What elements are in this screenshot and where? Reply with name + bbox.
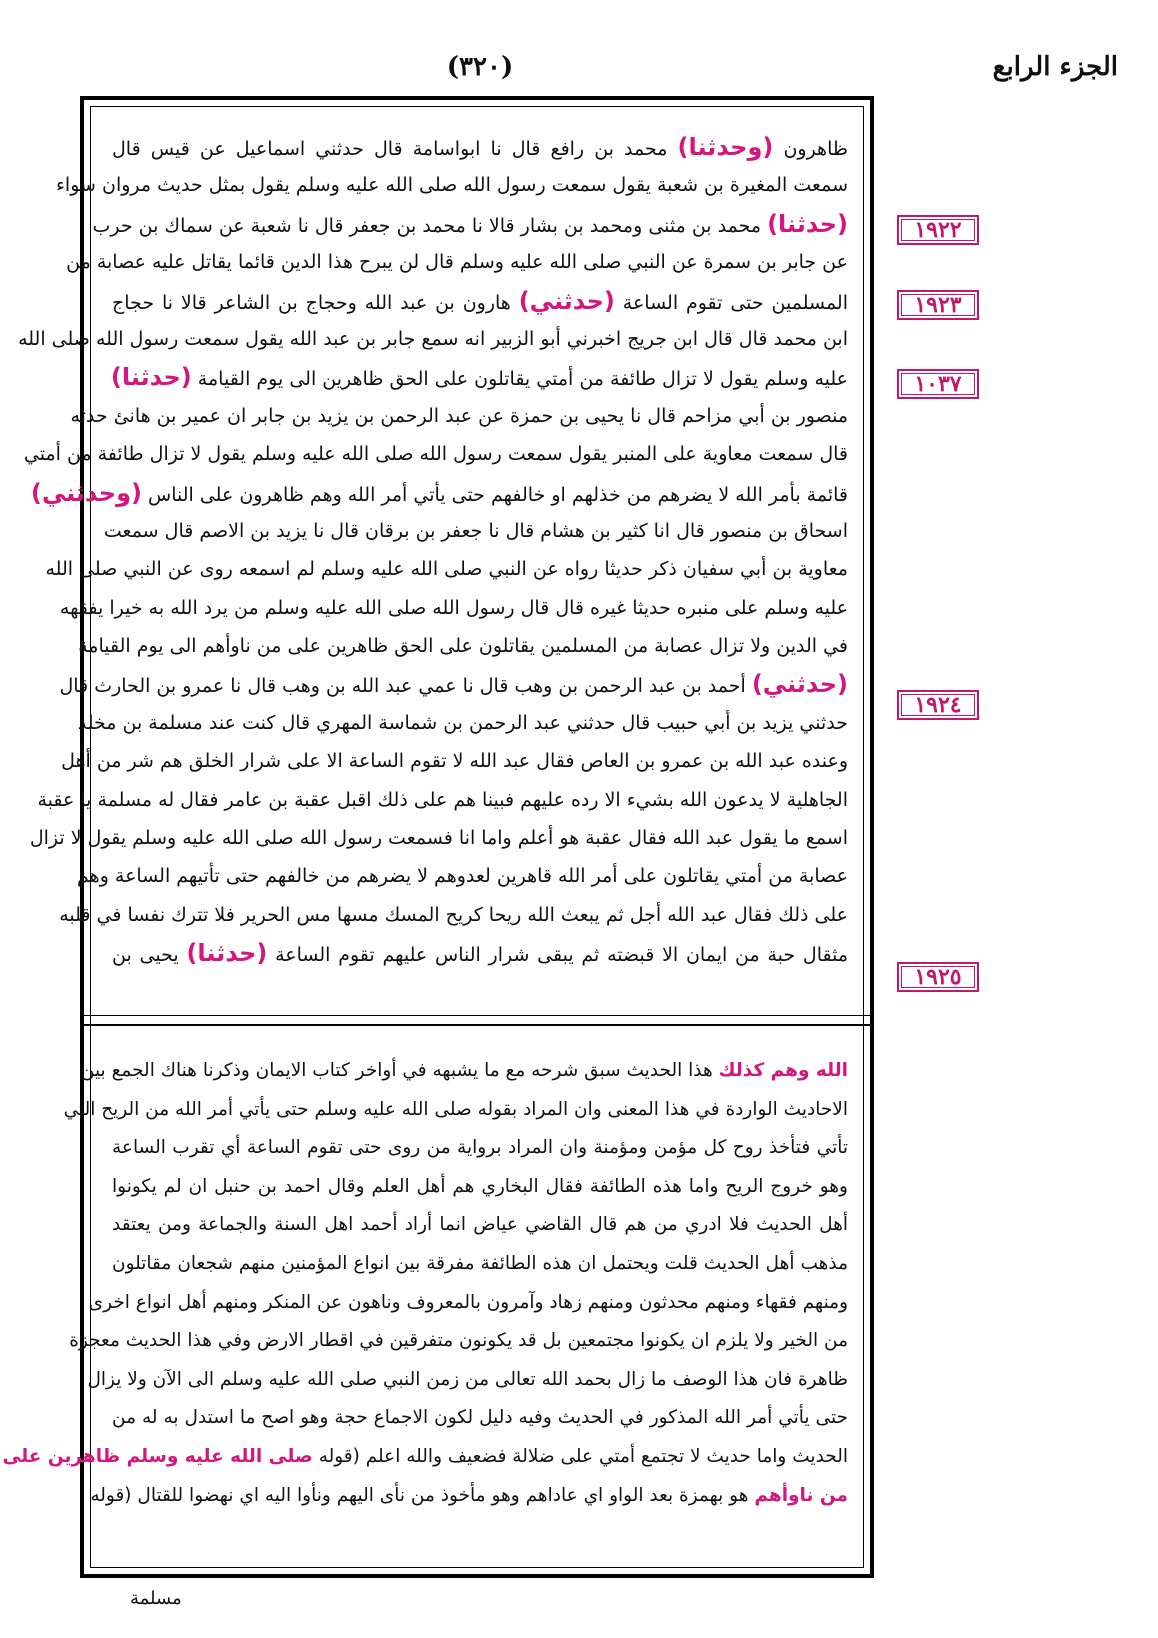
page-number: (٣٢٠) bbox=[446, 52, 514, 82]
hadith-line bbox=[77, 857, 848, 895]
commentary-line bbox=[112, 1206, 848, 1245]
text-segment: المسلمين حتى تقوم الساعة bbox=[614, 291, 848, 314]
hadith-line bbox=[18, 320, 848, 358]
text-segment: عصابة من أمتي يقاتلون على أمر الله قاهرين لعدوهم لا يضرهم من خالفهم حتى تأتيهم الساعة وهم bbox=[77, 865, 848, 888]
hadith-number: ١٩٢٣ bbox=[914, 292, 962, 318]
hadith-line bbox=[112, 282, 848, 320]
text-segment: يحيى بن bbox=[112, 944, 187, 967]
hadith-line bbox=[112, 934, 848, 972]
commentary-line bbox=[88, 1284, 848, 1323]
text-segment: ومنهم فقهاء ومنهم محدثون ومنهم زهاد وآمرون بالمعروف وناهون عن المنكر ومنهم أهل انواع اخرى bbox=[88, 1291, 848, 1313]
volume-title: الجزء الرابع bbox=[992, 52, 1118, 82]
text-segment: قائمة بأمر الله لا يضرهم من خذلهم او خالفهم حتى يأتي أمر الله وهم ظاهرون على الناس bbox=[141, 483, 848, 506]
text-segment: عليه وسلم يقول لا تزال طائفة من أمتي يقاتلون على الحق ظاهرين الى يوم القيامة bbox=[191, 368, 848, 391]
text-segment: هو بهمزة بعد الواو اي عاداهم وهو مأخوذ من نأى اليهم ونأوا اليه اي نهضوا للقتال (قوله bbox=[90, 1484, 755, 1506]
commentary-line bbox=[112, 1245, 848, 1284]
text-segment: مثقال حبة من ايمان الا قبضته ثم يبقى شرار الناس عليهم تقوم الساعة bbox=[267, 944, 849, 967]
text-segment: ظاهرة فان هذا الوصف ما زال بحمد الله تعالى من زمن النبي صلى الله عليه وسلم الى الآن ولا يزال bbox=[87, 1368, 848, 1390]
hadith-line bbox=[59, 896, 848, 934]
highlighted-phrase: (وحدثنا) bbox=[677, 133, 774, 161]
text-segment: وهو خروج الريح واما هذه الطائفة فقال البخاري هم أهل العلم وقال احمد بن حنبل ان لم يكونوا bbox=[112, 1175, 848, 1197]
text-segment: اسحاق بن منصور قال انا كثير بن هشام قال نا جعفر بن برقان قال نا يزيد بن الاصم قال سمعت bbox=[103, 519, 848, 542]
commentary-line bbox=[69, 1322, 848, 1361]
highlighted-phrase: (حدثنا) bbox=[110, 363, 192, 392]
text-segment: حتى يأتي أمر الله المذكور في الحديث وفيه دليل لكون الاجماع حجة وهو اصح ما استدل به له من bbox=[112, 1407, 848, 1429]
text-segment: محمد بن رافع قال نا ابواسامة قال حدثني اسماعيل عن قيس قال bbox=[112, 138, 678, 160]
hadith-line bbox=[45, 550, 848, 588]
commentary-line bbox=[87, 1361, 848, 1400]
highlighted-phrase: (حدثنا) bbox=[767, 209, 848, 238]
text-segment: في الدين ولا تزال عصابة من المسلمين يقاتلون على الحق ظاهرين على من ناوأهم الى يوم القيامة bbox=[78, 635, 848, 658]
hadith-line bbox=[59, 665, 848, 703]
text-segment: هذا الحديث سبق شرحه مع ما يشبهه في أواخر كتاب الايمان وذكرنا هناك الجمع بين bbox=[80, 1060, 719, 1081]
hadith-line bbox=[77, 704, 848, 742]
hadith-text bbox=[18, 128, 849, 973]
hadith-line bbox=[56, 166, 848, 204]
text-segment: قال سمعت معاوية على المنبر يقول سمعت رسول الله صلى الله عليه وسلم يقول لا تزال طائفة من أمتي bbox=[23, 443, 848, 466]
hadith-line bbox=[78, 627, 848, 665]
hadith-number-box bbox=[897, 215, 979, 245]
text-segment: الاحاديث الواردة في هذا المعنى وان المراد بقوله صلى الله عليه وسلم حتى يأتي أمر الله من الريح التي bbox=[63, 1098, 848, 1120]
text-segment: أهل الحديث فلا ادري من هم قال القاضي عياض انما أراد أحمد اهل السنة والجماعة ومن يعتقد bbox=[112, 1214, 848, 1236]
commentary-text bbox=[2, 1052, 848, 1515]
section-divider-bold bbox=[80, 1024, 874, 1026]
highlighted-phrase: (حدثني) bbox=[751, 670, 848, 699]
commentary-line bbox=[112, 1168, 848, 1207]
hadith-line bbox=[103, 512, 848, 550]
text-segment: مذهب أهل الحديث قلت ويحتمل ان هذه الطائفة مفرقة بين انواع المؤمنين منهم شجعان مقاتلون bbox=[112, 1252, 848, 1274]
hadith-number: ١٠٣٧ bbox=[914, 371, 962, 397]
highlighted-phrase: صلى الله عليه وسلم ظاهرين على bbox=[2, 1445, 313, 1467]
text-segment: هارون بن عبد الله وحجاج بن الشاعر قالا نا حجاج bbox=[112, 291, 519, 314]
hadith-number-box bbox=[897, 369, 979, 399]
hadith-line bbox=[70, 397, 848, 435]
text-segment: منصور بن أبي مزاحم قال نا يحيى بن حمزة عن عبد الرحمن بن يزيد بن جابر ان عمير بن هانئ حدثه bbox=[70, 404, 848, 427]
section-divider bbox=[80, 1015, 874, 1016]
text-segment: تأتي فتأخذ روح كل مؤمن ومؤمنة وان المراد برواية من روى حتى تقوم الساعة أي تقرب الساعة bbox=[112, 1137, 848, 1159]
text-segment: ابن محمد قال قال ابن جريج اخبرني أبو الزبير انه سمع جابر بن عبد الله يقول سمعت رسول الله صلى الله bbox=[18, 327, 848, 350]
hadith-number-box bbox=[897, 290, 979, 320]
commentary-line bbox=[2, 1438, 848, 1477]
text-segment: معاوية بن أبي سفيان ذكر حديثا رواه عن النبي صلى الله عليه وسلم لم اسمعه روى عن النبي صلى الله bbox=[45, 558, 848, 581]
text-segment: عليه وسلم على منبره حديثا غيره قال قال رسول الله صلى الله عليه وسلم من يرد الله به خيرا يفقهه bbox=[59, 596, 848, 619]
commentary-line bbox=[112, 1399, 848, 1438]
text-segment: حدثني يزيد بن أبي حبيب قال حدثني عبد الرحمن بن شماسة المهري قال كنت عند مسلمة بن مخلد bbox=[77, 711, 848, 734]
text-segment: عن جابر بن سمرة عن النبي صلى الله عليه وسلم قال لن يبرح هذا الدين قائما يقاتل عليه عصابة من bbox=[66, 251, 848, 274]
highlighted-phrase: من ناوأهم bbox=[754, 1484, 848, 1506]
hadith-line bbox=[23, 435, 848, 473]
hadith-line bbox=[29, 819, 848, 857]
hadith-line bbox=[66, 243, 848, 281]
hadith-line bbox=[61, 742, 848, 780]
hadith-number-box bbox=[897, 962, 979, 992]
hadith-line bbox=[37, 781, 848, 819]
text-segment: أحمد بن عبد الرحمن بن وهب قال نا عمي عبد الله بن وهب قال نا عمرو بن الحارث قال bbox=[59, 675, 752, 698]
text-segment: على ذلك فقال عبد الله أجل ثم يبعث الله ريحا كريح المسك مسها مس الحرير فلا تترك نفسا في قلبه bbox=[59, 903, 848, 926]
text-segment: الحديث واما حديث لا تجتمع أمتي على ضلالة فضعيف والله اعلم (قوله bbox=[312, 1445, 848, 1467]
commentary-line bbox=[112, 1129, 848, 1168]
text-segment: ظاهرون bbox=[773, 138, 848, 160]
text-segment: الجاهلية لا يدعون الله بشيء الا رده عليهم فبينا هم على ذلك اقبل عقبة بن عامر فقال له مسلمة يا عقبة bbox=[37, 788, 848, 811]
highlighted-phrase: (وحدثني) bbox=[30, 478, 142, 507]
commentary-line bbox=[63, 1091, 848, 1130]
hadith-number-box bbox=[897, 690, 979, 720]
hadith-number: ١٩٢٢ bbox=[914, 217, 962, 243]
hadith-line bbox=[112, 128, 848, 166]
text-segment: وعنده عبد الله بن عمرو بن العاص فقال عبد الله لا تقوم الساعة الا على شرار الخلق هم شر من أهل bbox=[61, 750, 848, 773]
catchword: مسلمة bbox=[130, 1588, 182, 1609]
text-segment: سمعت المغيرة بن شعبة يقول سمعت رسول الله صلى الله عليه وسلم يقول بمثل حديث مروان سواء bbox=[56, 174, 848, 197]
hadith-number: ١٩٢٤ bbox=[914, 692, 962, 718]
text-segment: من الخير ولا يلزم ان يكونوا مجتمعين بل قد يكونون متفرقين في اقطار الارض وفي هذا الحديث معجزة bbox=[69, 1330, 848, 1352]
highlighted-phrase: الله وهم كذلك bbox=[718, 1060, 848, 1081]
hadith-line bbox=[59, 589, 848, 627]
text-segment: اسمع ما يقول عبد الله فقال عقبة هو أعلم واما انا فسمعت رسول الله صلى الله عليه وسلم يقول لا تزال bbox=[29, 827, 848, 850]
hadith-line bbox=[112, 358, 848, 396]
hadith-line bbox=[92, 205, 848, 243]
commentary-line bbox=[80, 1052, 848, 1091]
hadith-line bbox=[30, 474, 848, 512]
commentary-line bbox=[90, 1477, 848, 1516]
highlighted-phrase: (حدثنا) bbox=[186, 939, 268, 968]
highlighted-phrase: (حدثني) bbox=[518, 286, 615, 315]
text-segment: محمد بن مثنى ومحمد بن بشار قالا نا محمد بن جعفر قال نا شعبة عن سماك بن حرب bbox=[92, 214, 768, 237]
hadith-number: ١٩٢٥ bbox=[914, 964, 962, 990]
